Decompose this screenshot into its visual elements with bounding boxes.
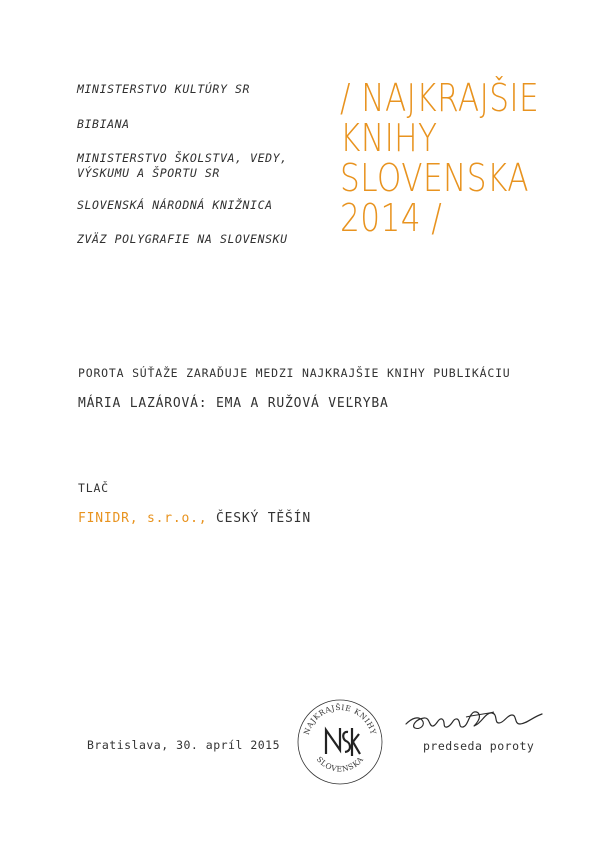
award-title-line-4: 2014 /	[340, 196, 443, 240]
seal-top-text: NAJKRAJŠIE KNIHY	[301, 702, 379, 736]
award-title	[340, 78, 539, 238]
place-and-date: Bratislava, 30. apríl 2015	[87, 738, 281, 752]
organizer-bibiana: BIBIANA	[77, 117, 130, 131]
printer-name: FINIDR, s.r.o.,	[78, 511, 208, 526]
print-label: TLAČ	[78, 481, 109, 495]
seal-monogram-icon	[326, 728, 360, 756]
seal-bottom-text: SLOVENSKA	[314, 754, 366, 774]
organizer-polygraphy-union: ZVÄZ POLYGRAFIE NA SLOVENSKU	[77, 232, 288, 246]
signature-icon	[402, 700, 547, 740]
organizer-ministry-culture: MINISTERSTVO KULTÚRY SR	[77, 82, 251, 96]
printer-line	[78, 511, 311, 526]
organizer-ministry-education-line2: VÝSKUMU A ŠPORTU SR	[77, 166, 220, 180]
organizer-ministry-education-line1: MINISTERSTVO ŠKOLSTVA, VEDY,	[77, 151, 288, 165]
book-author: MÁRIA LAZÁROVÁ:	[78, 396, 208, 411]
award-title-line-1: / NAJKRAJŠIE	[340, 76, 540, 120]
award-title-line-3: SLOVENSKA	[340, 156, 529, 200]
award-seal	[296, 698, 384, 786]
printer-city: ČESKÝ TĚŠÍN	[216, 511, 311, 526]
award-title-line-2: KNIHY	[340, 116, 438, 160]
organizer-national-library: SLOVENSKÁ NÁRODNÁ KNIŽNICA	[77, 198, 273, 212]
book-title: EMA A RUŽOVÁ VEĽRYBA	[216, 396, 389, 411]
book-line	[78, 396, 389, 411]
jury-statement: POROTA SÚŤAŽE ZARAĎUJE MEDZI NAJKRAJŠIE KNIHY PUBLIKÁCIU	[78, 366, 511, 380]
signature-role: predseda poroty	[423, 739, 535, 753]
